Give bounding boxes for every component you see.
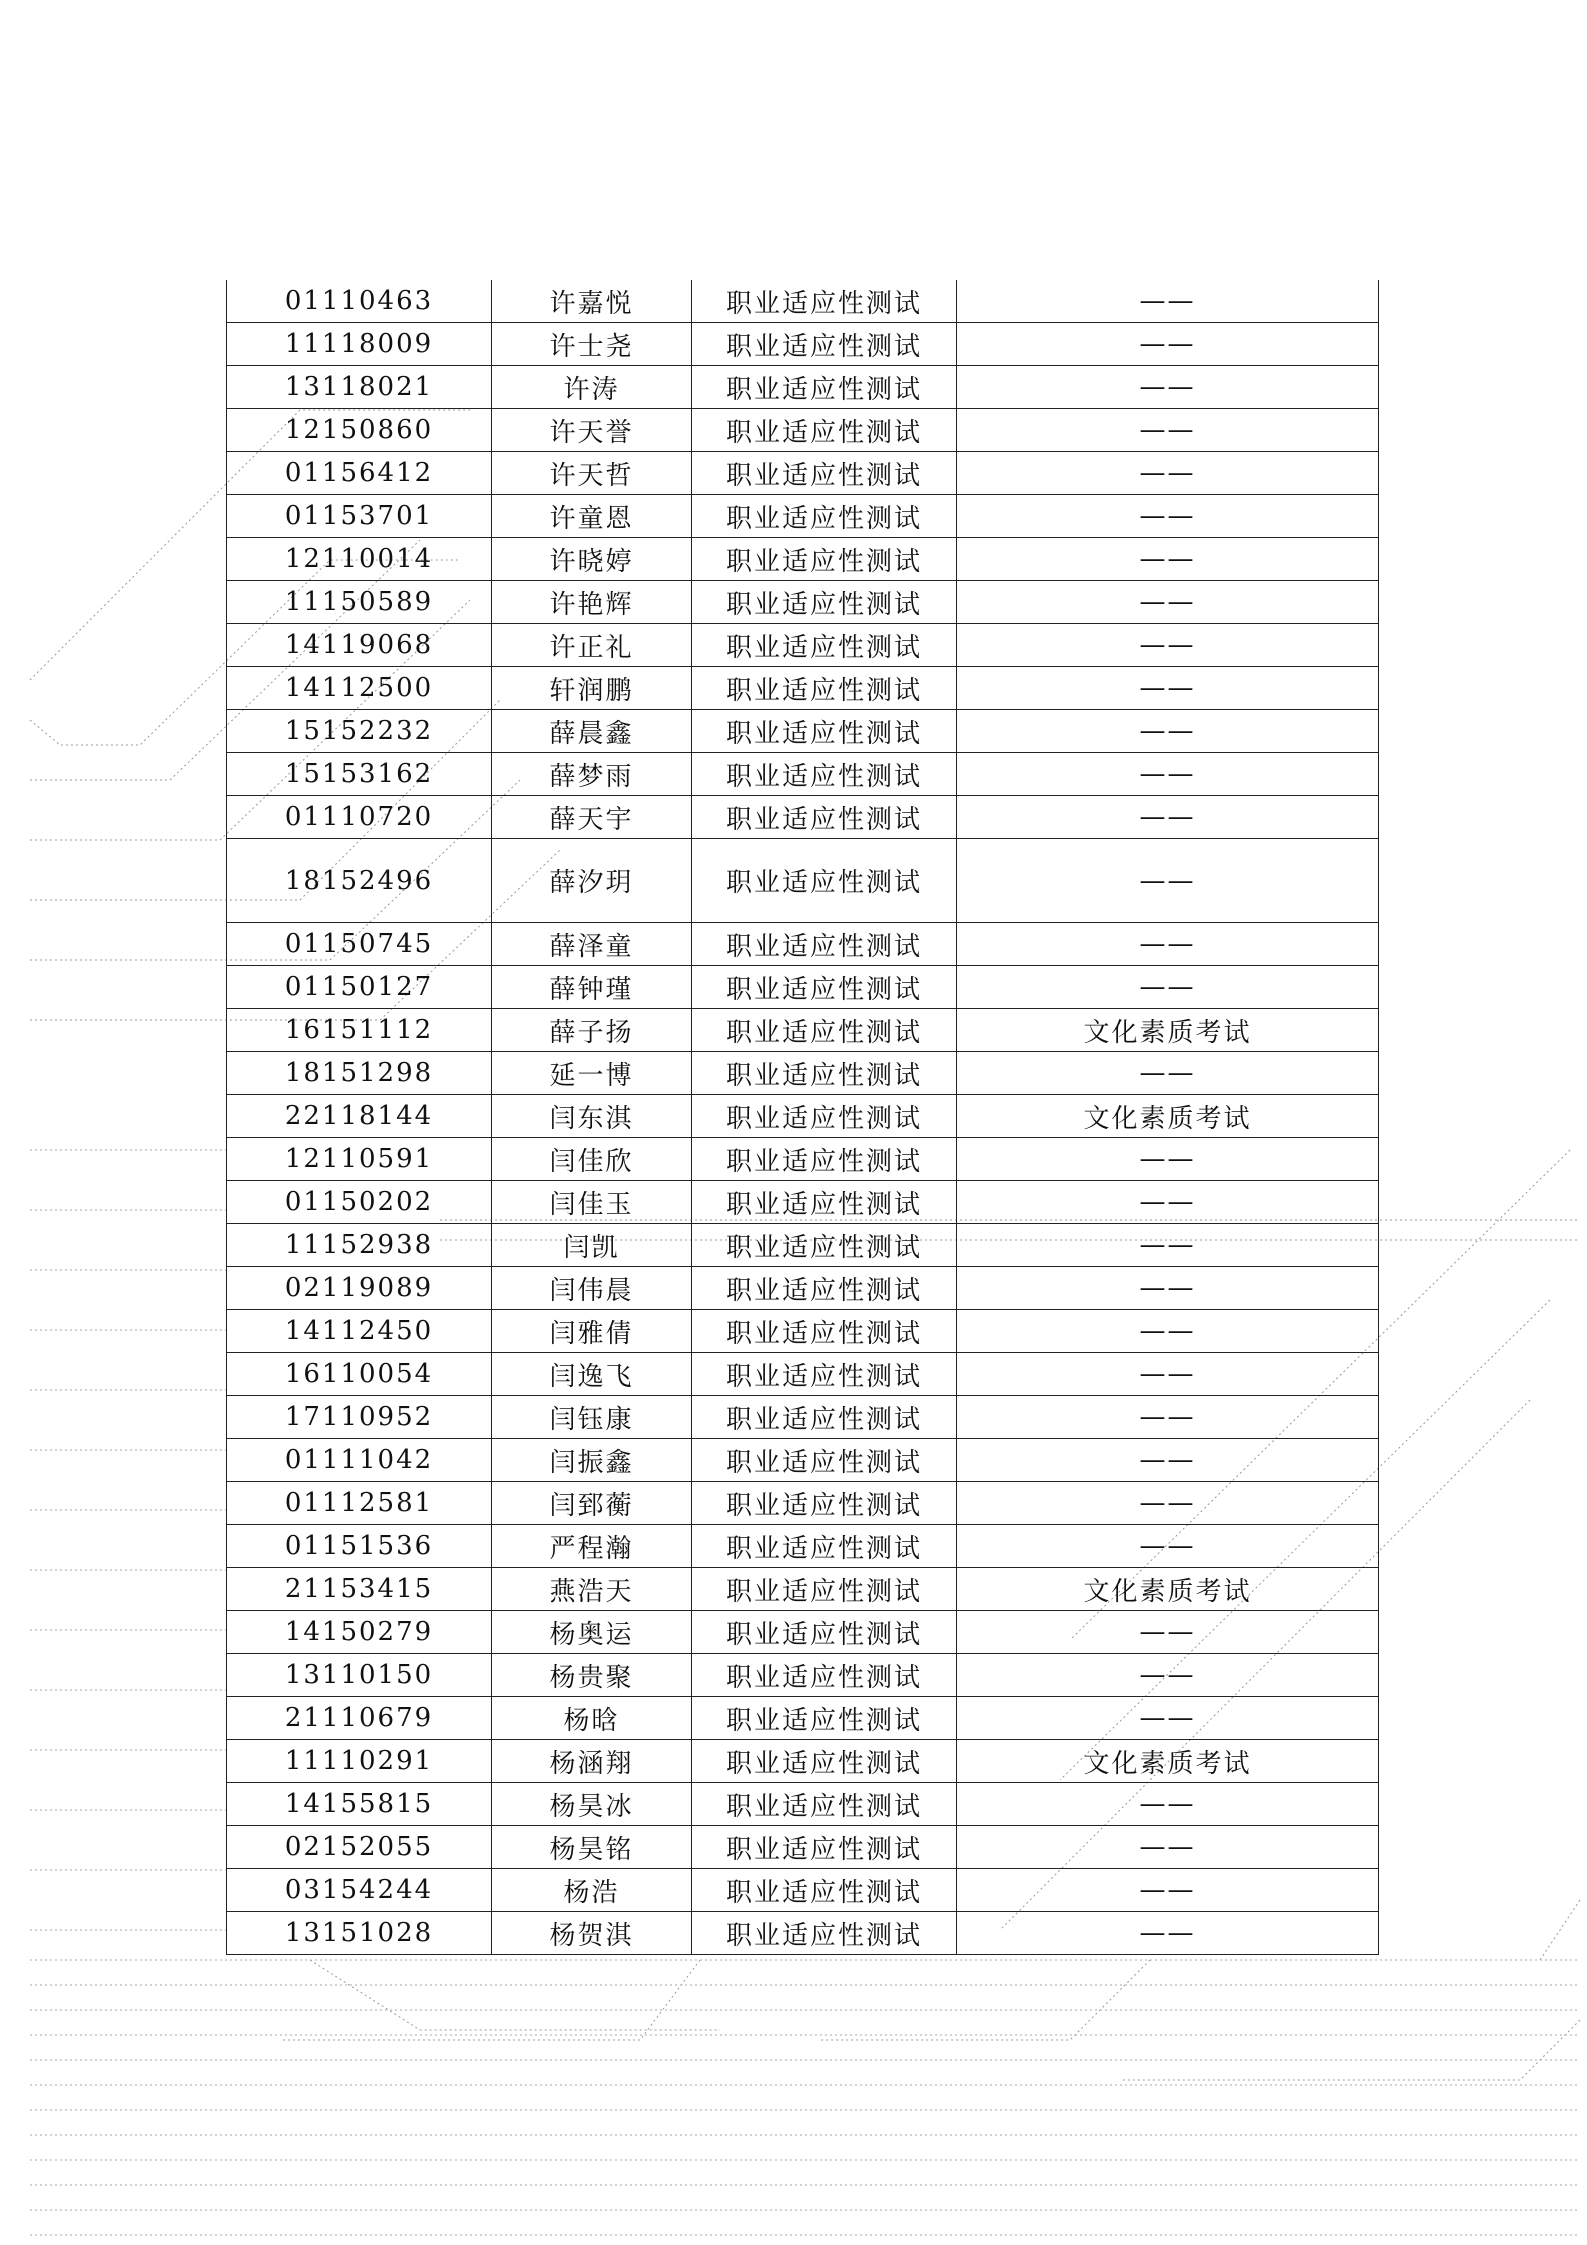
extra-exam-cell: ——: [957, 1267, 1379, 1310]
table-row: [227, 538, 1379, 581]
table-row: [227, 323, 1379, 366]
candidate-name-cell: 闫伟晨: [492, 1267, 692, 1310]
candidate-id-cell: 03154244: [227, 1869, 492, 1912]
table-row: [227, 280, 1379, 323]
exam-type-cell: 职业适应性测试: [692, 1654, 957, 1697]
extra-exam-cell: ——: [957, 1869, 1379, 1912]
extra-exam-cell: ——: [957, 710, 1379, 753]
exam-type-cell: 职业适应性测试: [692, 1912, 957, 1955]
table-row: [227, 1568, 1379, 1611]
candidate-name-cell: 许嘉悦: [492, 280, 692, 323]
table-row: [227, 1138, 1379, 1181]
extra-exam-cell: ——: [957, 1310, 1379, 1353]
candidate-name-cell: 许童恩: [492, 495, 692, 538]
candidate-id-cell: 11118009: [227, 323, 492, 366]
table-row: [227, 796, 1379, 839]
candidate-id-cell: 01110720: [227, 796, 492, 839]
candidate-id-cell: 18151298: [227, 1052, 492, 1095]
candidate-name-cell: 薛汐玥: [492, 839, 692, 923]
exam-type-cell: 职业适应性测试: [692, 839, 957, 923]
exam-type-cell: 职业适应性测试: [692, 1439, 957, 1482]
extra-exam-cell: 文化素质考试: [957, 1568, 1379, 1611]
exam-type-cell: 职业适应性测试: [692, 1396, 957, 1439]
candidate-name-cell: 闫振鑫: [492, 1439, 692, 1482]
exam-type-cell: 职业适应性测试: [692, 966, 957, 1009]
table-row: [227, 452, 1379, 495]
table-row: [227, 1783, 1379, 1826]
candidate-id-cell: 12150860: [227, 409, 492, 452]
table-row: [227, 1826, 1379, 1869]
exam-type-cell: 职业适应性测试: [692, 710, 957, 753]
candidate-id-cell: 14119068: [227, 624, 492, 667]
candidate-id-cell: 01112581: [227, 1482, 492, 1525]
candidate-id-cell: 13151028: [227, 1912, 492, 1955]
exam-type-cell: 职业适应性测试: [692, 796, 957, 839]
extra-exam-cell: 文化素质考试: [957, 1009, 1379, 1052]
candidate-name-cell: 闫雅倩: [492, 1310, 692, 1353]
extra-exam-cell: ——: [957, 1482, 1379, 1525]
candidate-id-cell: 21153415: [227, 1568, 492, 1611]
candidate-name-cell: 许天誉: [492, 409, 692, 452]
candidate-id-cell: 22118144: [227, 1095, 492, 1138]
candidate-id-cell: 14112500: [227, 667, 492, 710]
extra-exam-cell: ——: [957, 280, 1379, 323]
candidate-name-cell: 杨涵翔: [492, 1740, 692, 1783]
exam-type-cell: 职业适应性测试: [692, 1224, 957, 1267]
candidate-name-cell: 许涛: [492, 366, 692, 409]
extra-exam-cell: 文化素质考试: [957, 1740, 1379, 1783]
exam-type-cell: 职业适应性测试: [692, 1611, 957, 1654]
exam-type-cell: 职业适应性测试: [692, 1740, 957, 1783]
candidate-id-cell: 15153162: [227, 753, 492, 796]
exam-type-cell: 职业适应性测试: [692, 1826, 957, 1869]
table-row: [227, 495, 1379, 538]
exam-type-cell: 职业适应性测试: [692, 667, 957, 710]
extra-exam-cell: ——: [957, 1697, 1379, 1740]
exam-type-cell: 职业适应性测试: [692, 452, 957, 495]
table-row: [227, 1396, 1379, 1439]
exam-type-cell: 职业适应性测试: [692, 538, 957, 581]
exam-type-cell: 职业适应性测试: [692, 1052, 957, 1095]
exam-type-cell: 职业适应性测试: [692, 495, 957, 538]
exam-type-cell: 职业适应性测试: [692, 1525, 957, 1568]
extra-exam-cell: ——: [957, 581, 1379, 624]
candidate-name-cell: 闫佳欣: [492, 1138, 692, 1181]
candidate-name-cell: 杨晗: [492, 1697, 692, 1740]
table-row: [227, 923, 1379, 966]
candidate-id-cell: 01110463: [227, 280, 492, 323]
candidate-id-cell: 18152496: [227, 839, 492, 923]
candidate-id-cell: 14112450: [227, 1310, 492, 1353]
table-row: [227, 366, 1379, 409]
candidate-name-cell: 薛天宇: [492, 796, 692, 839]
candidate-name-cell: 许晓婷: [492, 538, 692, 581]
exam-type-cell: 职业适应性测试: [692, 1783, 957, 1826]
table-row: [227, 1611, 1379, 1654]
candidate-id-cell: 02119089: [227, 1267, 492, 1310]
exam-type-cell: 职业适应性测试: [692, 1568, 957, 1611]
candidate-id-cell: 14150279: [227, 1611, 492, 1654]
table-row: [227, 966, 1379, 1009]
exam-type-cell: 职业适应性测试: [692, 1482, 957, 1525]
table-row: [227, 1310, 1379, 1353]
extra-exam-cell: ——: [957, 1439, 1379, 1482]
candidate-id-cell: 02152055: [227, 1826, 492, 1869]
table-row: [227, 1267, 1379, 1310]
extra-exam-cell: ——: [957, 495, 1379, 538]
exam-type-cell: 职业适应性测试: [692, 1310, 957, 1353]
candidate-id-cell: 12110014: [227, 538, 492, 581]
extra-exam-cell: ——: [957, 796, 1379, 839]
extra-exam-cell: ——: [957, 1052, 1379, 1095]
candidate-name-cell: 闫钰康: [492, 1396, 692, 1439]
table-row: [227, 1525, 1379, 1568]
candidate-name-cell: 许艳辉: [492, 581, 692, 624]
table-row: [227, 1353, 1379, 1396]
candidate-id-cell: 01150745: [227, 923, 492, 966]
extra-exam-cell: ——: [957, 1912, 1379, 1955]
table-row: [227, 1869, 1379, 1912]
table-row: [227, 1439, 1379, 1482]
candidate-name-cell: 薛晨鑫: [492, 710, 692, 753]
exam-type-cell: 职业适应性测试: [692, 280, 957, 323]
exam-type-cell: 职业适应性测试: [692, 1869, 957, 1912]
roster-table-container: [226, 280, 1379, 1955]
table-row: [227, 1052, 1379, 1095]
exam-type-cell: 职业适应性测试: [692, 581, 957, 624]
candidate-id-cell: 16151112: [227, 1009, 492, 1052]
candidate-name-cell: 薛钟瑾: [492, 966, 692, 1009]
table-row: [227, 1224, 1379, 1267]
exam-type-cell: 职业适应性测试: [692, 624, 957, 667]
candidate-name-cell: 薛子扬: [492, 1009, 692, 1052]
candidate-name-cell: 轩润鹏: [492, 667, 692, 710]
candidate-id-cell: 01153701: [227, 495, 492, 538]
table-row: [227, 581, 1379, 624]
extra-exam-cell: ——: [957, 923, 1379, 966]
extra-exam-cell: ——: [957, 1353, 1379, 1396]
candidate-name-cell: 许士尧: [492, 323, 692, 366]
roster-table-body: [227, 280, 1379, 1955]
exam-type-cell: 职业适应性测试: [692, 1697, 957, 1740]
extra-exam-cell: ——: [957, 839, 1379, 923]
candidate-name-cell: 杨昊冰: [492, 1783, 692, 1826]
exam-type-cell: 职业适应性测试: [692, 1267, 957, 1310]
candidate-name-cell: 闫凯: [492, 1224, 692, 1267]
candidate-id-cell: 01156412: [227, 452, 492, 495]
table-row: [227, 1740, 1379, 1783]
table-row: [227, 624, 1379, 667]
extra-exam-cell: ——: [957, 1783, 1379, 1826]
extra-exam-cell: ——: [957, 1611, 1379, 1654]
table-row: [227, 839, 1379, 923]
extra-exam-cell: ——: [957, 1224, 1379, 1267]
candidate-name-cell: 杨奥运: [492, 1611, 692, 1654]
candidate-name-cell: 许正礼: [492, 624, 692, 667]
table-row: [227, 753, 1379, 796]
candidate-name-cell: 严程瀚: [492, 1525, 692, 1568]
exam-type-cell: 职业适应性测试: [692, 1181, 957, 1224]
candidate-name-cell: 薛梦雨: [492, 753, 692, 796]
candidate-id-cell: 15152232: [227, 710, 492, 753]
candidate-id-cell: 13110150: [227, 1654, 492, 1697]
extra-exam-cell: ——: [957, 753, 1379, 796]
extra-exam-cell: ——: [957, 1396, 1379, 1439]
candidate-name-cell: 闫逸飞: [492, 1353, 692, 1396]
candidate-id-cell: 12110591: [227, 1138, 492, 1181]
candidate-id-cell: 11110291: [227, 1740, 492, 1783]
exam-type-cell: 职业适应性测试: [692, 323, 957, 366]
exam-type-cell: 职业适应性测试: [692, 366, 957, 409]
candidate-id-cell: 17110952: [227, 1396, 492, 1439]
candidate-id-cell: 13118021: [227, 366, 492, 409]
candidate-name-cell: 杨贵聚: [492, 1654, 692, 1697]
extra-exam-cell: ——: [957, 323, 1379, 366]
table-row: [227, 1912, 1379, 1955]
candidate-id-cell: 01111042: [227, 1439, 492, 1482]
table-row: [227, 667, 1379, 710]
candidate-name-cell: 延一博: [492, 1052, 692, 1095]
extra-exam-cell: ——: [957, 452, 1379, 495]
candidate-name-cell: 闫佳玉: [492, 1181, 692, 1224]
candidate-name-cell: 闫东淇: [492, 1095, 692, 1138]
candidate-name-cell: 杨贺淇: [492, 1912, 692, 1955]
extra-exam-cell: ——: [957, 366, 1379, 409]
exam-type-cell: 职业适应性测试: [692, 753, 957, 796]
table-row: [227, 409, 1379, 452]
exam-type-cell: 职业适应性测试: [692, 1095, 957, 1138]
exam-type-cell: 职业适应性测试: [692, 923, 957, 966]
candidate-name-cell: 杨浩: [492, 1869, 692, 1912]
extra-exam-cell: ——: [957, 1525, 1379, 1568]
extra-exam-cell: ——: [957, 1654, 1379, 1697]
extra-exam-cell: ——: [957, 1181, 1379, 1224]
candidate-name-cell: 燕浩天: [492, 1568, 692, 1611]
exam-type-cell: 职业适应性测试: [692, 409, 957, 452]
roster-table: [226, 280, 1379, 1955]
candidate-name-cell: 薛泽童: [492, 923, 692, 966]
candidate-id-cell: 01151536: [227, 1525, 492, 1568]
exam-type-cell: 职业适应性测试: [692, 1138, 957, 1181]
table-row: [227, 1095, 1379, 1138]
table-row: [227, 1654, 1379, 1697]
table-row: [227, 1697, 1379, 1740]
extra-exam-cell: ——: [957, 667, 1379, 710]
candidate-id-cell: 11150589: [227, 581, 492, 624]
candidate-name-cell: 闫郅蘅: [492, 1482, 692, 1525]
exam-type-cell: 职业适应性测试: [692, 1009, 957, 1052]
candidate-id-cell: 21110679: [227, 1697, 492, 1740]
table-row: [227, 1181, 1379, 1224]
table-row: [227, 1482, 1379, 1525]
table-row: [227, 710, 1379, 753]
table-row: [227, 1009, 1379, 1052]
candidate-id-cell: 01150202: [227, 1181, 492, 1224]
candidate-id-cell: 01150127: [227, 966, 492, 1009]
extra-exam-cell: ——: [957, 1138, 1379, 1181]
candidate-name-cell: 许天哲: [492, 452, 692, 495]
extra-exam-cell: ——: [957, 966, 1379, 1009]
candidate-id-cell: 11152938: [227, 1224, 492, 1267]
candidate-name-cell: 杨昊铭: [492, 1826, 692, 1869]
exam-type-cell: 职业适应性测试: [692, 1353, 957, 1396]
extra-exam-cell: ——: [957, 409, 1379, 452]
extra-exam-cell: ——: [957, 624, 1379, 667]
candidate-id-cell: 16110054: [227, 1353, 492, 1396]
candidate-id-cell: 14155815: [227, 1783, 492, 1826]
extra-exam-cell: ——: [957, 1826, 1379, 1869]
extra-exam-cell: ——: [957, 538, 1379, 581]
extra-exam-cell: 文化素质考试: [957, 1095, 1379, 1138]
